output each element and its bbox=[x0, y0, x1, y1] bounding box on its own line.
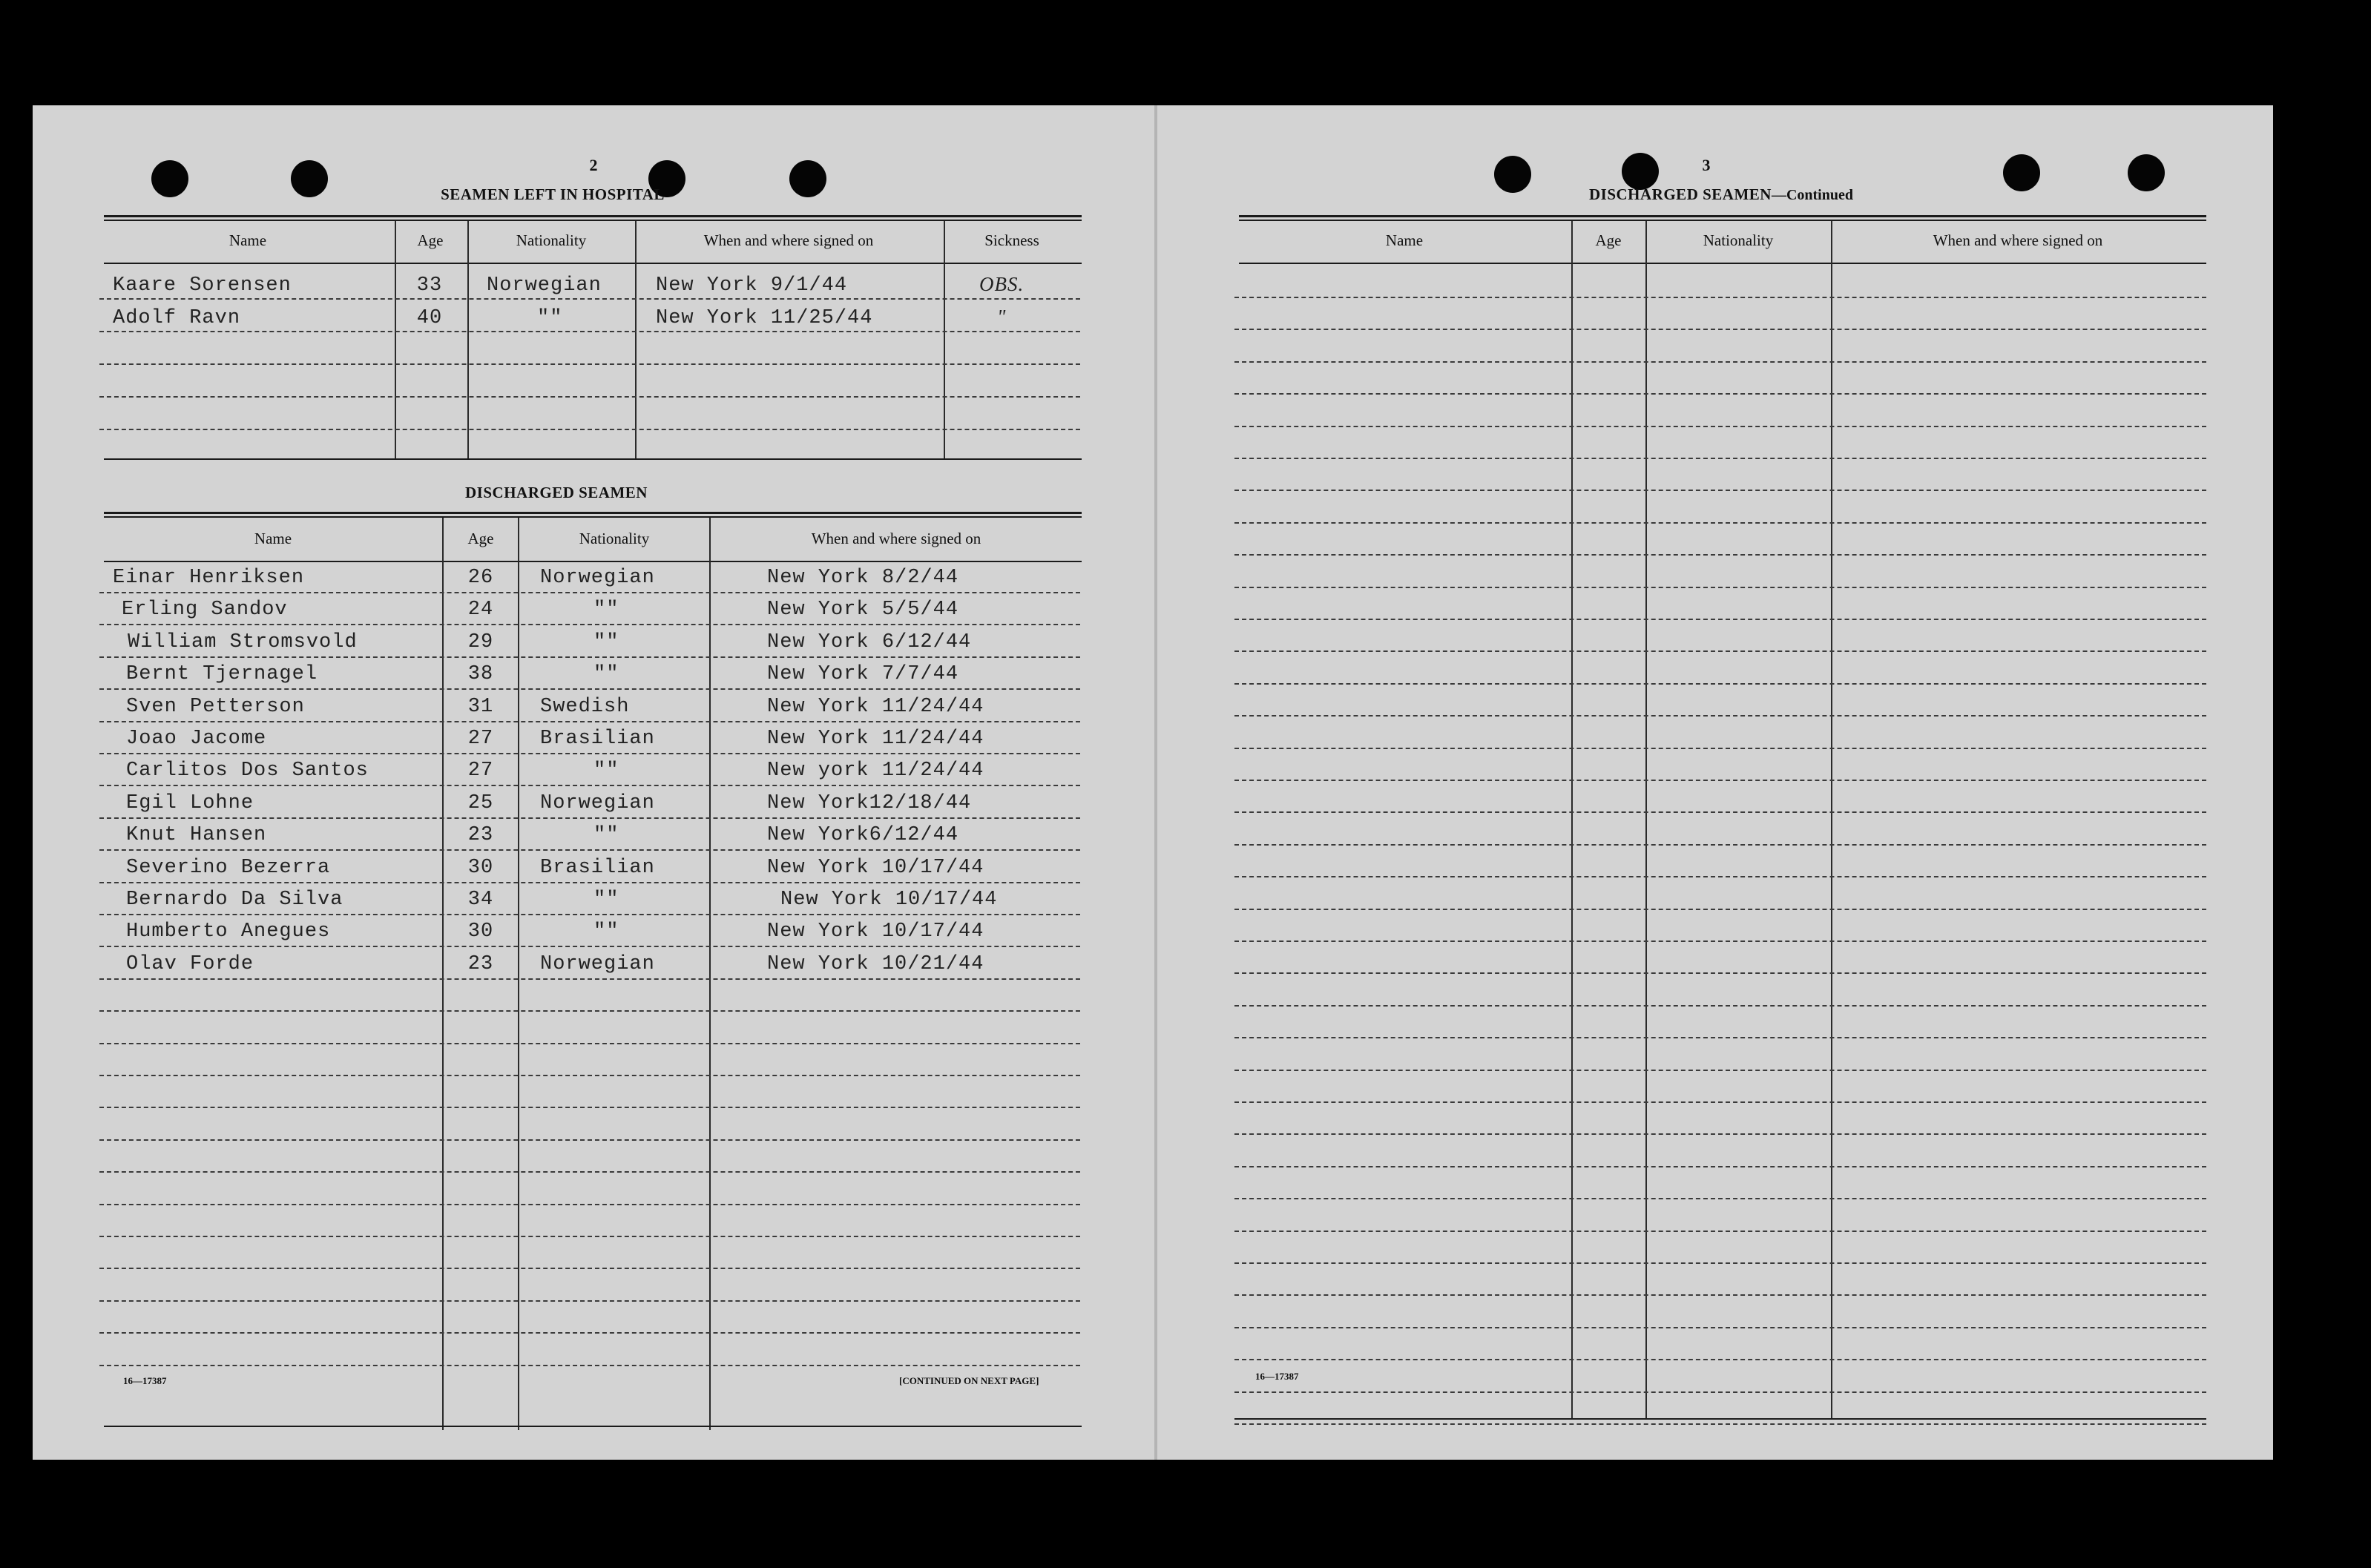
row-rule bbox=[1234, 876, 2206, 877]
row-rule bbox=[1234, 1391, 2206, 1393]
discharged-nationality: "" bbox=[593, 631, 619, 653]
row-rule bbox=[1234, 554, 2206, 556]
form-number: 16—17387 bbox=[1255, 1371, 1299, 1382]
hospital-signed-on: New York 11/25/44 bbox=[656, 307, 873, 329]
row-rule bbox=[1234, 426, 2206, 427]
discharged-name: Humberto Anegues bbox=[126, 920, 331, 943]
hospital-name: Kaare Sorensen bbox=[113, 274, 292, 297]
row-rule bbox=[1234, 1005, 2206, 1007]
row-rule bbox=[1234, 1198, 2206, 1199]
row-rule bbox=[1234, 458, 2206, 459]
discharged-age: 23 bbox=[467, 824, 494, 846]
discharged-signed-on: New York 6/12/44 bbox=[767, 631, 972, 653]
discharged-nationality: "" bbox=[593, 824, 619, 846]
row-rule bbox=[1234, 297, 2206, 298]
discharged-age: 27 bbox=[467, 760, 494, 782]
row-rule bbox=[1234, 683, 2206, 685]
discharged-signed-on: New York12/18/44 bbox=[767, 792, 972, 814]
discharged-nationality: "" bbox=[593, 920, 619, 943]
discharged-age: 24 bbox=[467, 599, 494, 621]
row-rule bbox=[1234, 1359, 2206, 1360]
row-rule bbox=[1234, 1327, 2206, 1328]
discharged-age: 29 bbox=[467, 631, 494, 653]
punch-hole bbox=[789, 160, 826, 197]
discharged-name: Severino Bezerra bbox=[126, 857, 331, 879]
discharged-nationality: Norwegian bbox=[540, 953, 655, 975]
discharged-signed-on: New York 11/24/44 bbox=[767, 728, 984, 750]
discharged-continued-title bbox=[1543, 185, 1899, 204]
row-rule bbox=[1234, 1423, 2206, 1425]
discharged-name: Bernt Tjernagel bbox=[126, 663, 318, 685]
row-rule bbox=[1234, 522, 2206, 524]
row-rule bbox=[99, 914, 1080, 915]
page-number: 2 bbox=[589, 156, 598, 174]
hospital-sickness: " bbox=[997, 306, 1007, 328]
row-rule bbox=[1234, 1133, 2206, 1135]
discharged-signed-on: New York 7/7/44 bbox=[767, 663, 959, 685]
discharged-signed-on: New York 10/17/44 bbox=[780, 889, 998, 911]
row-rule bbox=[1234, 587, 2206, 588]
hospital-signed-on: New York 9/1/44 bbox=[656, 274, 848, 297]
row-rule bbox=[99, 946, 1080, 947]
form-number: 16—17387 bbox=[123, 1375, 167, 1386]
row-rule bbox=[1234, 941, 2206, 942]
discharged-age: 30 bbox=[467, 920, 494, 943]
discharged-age: 30 bbox=[467, 857, 494, 879]
discharged-nationality: Norwegian bbox=[540, 567, 655, 589]
row-rule bbox=[99, 1107, 1080, 1108]
row-rule bbox=[99, 1268, 1080, 1269]
row-rule bbox=[99, 721, 1080, 722]
row-rule bbox=[99, 753, 1080, 754]
row-rule bbox=[99, 688, 1080, 690]
row-rule bbox=[99, 656, 1080, 658]
discharged-name: Bernardo Da Silva bbox=[126, 889, 343, 911]
discharged-name: Knut Hansen bbox=[126, 824, 267, 846]
row-rule bbox=[99, 1365, 1080, 1366]
col-header-sickness: Sickness bbox=[984, 231, 1039, 249]
row-rule bbox=[1234, 715, 2206, 717]
col-header-signed-on: When and where signed on bbox=[1933, 231, 2103, 249]
hospital-age: 33 bbox=[416, 274, 443, 297]
row-rule bbox=[99, 624, 1080, 625]
discharged-signed-on: New York6/12/44 bbox=[767, 824, 959, 846]
row-rule bbox=[1234, 1101, 2206, 1103]
hospital-sickness: OBS. bbox=[979, 273, 1025, 295]
row-rule bbox=[99, 882, 1080, 883]
punch-hole bbox=[291, 160, 328, 197]
discharged-nationality: Brasilian bbox=[540, 728, 655, 750]
discharged-nationality: "" bbox=[593, 599, 619, 621]
row-rule bbox=[1234, 490, 2206, 491]
discharged-age: 34 bbox=[467, 889, 494, 911]
continued-note: [CONTINUED ON NEXT PAGE] bbox=[899, 1375, 1039, 1386]
punch-hole bbox=[2003, 154, 2040, 191]
row-rule bbox=[99, 785, 1080, 786]
discharged-signed-on: New York 8/2/44 bbox=[767, 567, 959, 589]
discharged-signed-on: New York 10/17/44 bbox=[767, 857, 984, 879]
hospital-nationality: "" bbox=[537, 307, 563, 329]
discharged-name: Egil Lohne bbox=[126, 792, 254, 814]
punch-hole bbox=[2128, 154, 2165, 191]
row-rule bbox=[1234, 780, 2206, 781]
col-header-nationality: Nationality bbox=[579, 530, 650, 547]
row-rule bbox=[1234, 650, 2206, 652]
punch-hole bbox=[151, 160, 188, 197]
row-rule bbox=[99, 1043, 1080, 1044]
hospital-nationality: Norwegian bbox=[487, 274, 602, 297]
hospital-name: Adolf Ravn bbox=[113, 307, 241, 329]
col-header-name: Name bbox=[1385, 231, 1424, 249]
discharged-nationality: Norwegian bbox=[540, 792, 655, 814]
discharged-name: William Stromsvold bbox=[128, 631, 358, 653]
row-rule bbox=[1234, 1294, 2206, 1296]
row-rule bbox=[1234, 361, 2206, 363]
discharged-nationality: "" bbox=[593, 889, 619, 911]
discharged-signed-on: New York 10/21/44 bbox=[767, 953, 984, 975]
row-rule bbox=[1234, 909, 2206, 910]
discharged-name: Sven Petterson bbox=[126, 696, 305, 718]
discharged-nationality: "" bbox=[593, 663, 619, 685]
row-rule bbox=[99, 817, 1080, 819]
punch-hole bbox=[1494, 156, 1531, 193]
discharged-age: 25 bbox=[467, 792, 494, 814]
discharged-signed-on: New York 10/17/44 bbox=[767, 920, 984, 943]
discharged-age: 26 bbox=[467, 567, 494, 589]
col-header-signed-on: When and where signed on bbox=[703, 231, 874, 249]
row-rule bbox=[1234, 1037, 2206, 1038]
row-rule bbox=[1234, 748, 2206, 749]
col-header-signed-on: When and where signed on bbox=[811, 530, 981, 547]
col-header-age: Age bbox=[467, 530, 494, 547]
row-rule bbox=[99, 849, 1080, 851]
row-rule bbox=[99, 1204, 1080, 1205]
discharged-age: 27 bbox=[467, 728, 494, 750]
discharged-signed-on: New York 5/5/44 bbox=[767, 599, 959, 621]
row-rule bbox=[99, 978, 1080, 980]
row-rule bbox=[99, 1171, 1080, 1173]
page-number: 3 bbox=[1702, 156, 1711, 174]
discharged-age: 38 bbox=[467, 663, 494, 685]
discharged-age: 31 bbox=[467, 696, 494, 718]
page-fold bbox=[1154, 105, 1157, 1460]
row-rule bbox=[99, 592, 1080, 593]
row-rule bbox=[1234, 393, 2206, 395]
punch-hole bbox=[1622, 153, 1659, 190]
col-header-age: Age bbox=[417, 231, 444, 249]
col-header-name: Name bbox=[254, 530, 292, 547]
row-rule bbox=[1234, 811, 2206, 813]
col-header-nationality: Nationality bbox=[1703, 231, 1774, 249]
row-rule bbox=[1234, 972, 2206, 974]
discharged-nationality: "" bbox=[593, 760, 619, 782]
col-header-nationality: Nationality bbox=[516, 231, 587, 249]
row-rule bbox=[1234, 1262, 2206, 1264]
col-header-name: Name bbox=[228, 231, 267, 249]
discharged-name: Erling Sandov bbox=[122, 599, 288, 621]
discharged-name: Einar Henriksen bbox=[113, 567, 305, 589]
discharged-name: Olav Forde bbox=[126, 953, 254, 975]
row-rule bbox=[99, 1236, 1080, 1237]
discharged-title-main: DISCHARGED SEAMEN bbox=[1589, 185, 1772, 203]
record-sheet bbox=[33, 105, 2273, 1460]
discharged-age: 23 bbox=[467, 953, 494, 975]
row-rule bbox=[1234, 1231, 2206, 1232]
row-rule bbox=[1234, 619, 2206, 620]
row-rule bbox=[99, 1139, 1080, 1141]
discharged-signed-on: New York 11/24/44 bbox=[767, 696, 984, 718]
row-rule bbox=[1234, 844, 2206, 846]
discharged-nationality: Swedish bbox=[540, 696, 630, 718]
row-rule bbox=[99, 1010, 1080, 1012]
row-rule bbox=[1234, 1070, 2206, 1071]
row-rule bbox=[1234, 1166, 2206, 1167]
hospital-age: 40 bbox=[416, 307, 443, 329]
discharged-signed-on: New york 11/24/44 bbox=[767, 760, 984, 782]
discharged-section-title: DISCHARGED SEAMEN bbox=[465, 484, 648, 501]
col-header-age: Age bbox=[1595, 231, 1622, 249]
discharged-nationality: Brasilian bbox=[540, 857, 655, 879]
row-rule bbox=[99, 1075, 1080, 1076]
discharged-name: Joao Jacome bbox=[126, 728, 267, 750]
discharged-name: Carlitos Dos Santos bbox=[126, 760, 369, 782]
row-rule bbox=[99, 1332, 1080, 1334]
row-rule bbox=[99, 1300, 1080, 1302]
row-rule bbox=[1234, 329, 2206, 330]
hospital-section-title: SEAMEN LEFT IN HOSPITAL bbox=[441, 185, 665, 203]
continued-suffix: —Continued bbox=[1771, 187, 1853, 203]
